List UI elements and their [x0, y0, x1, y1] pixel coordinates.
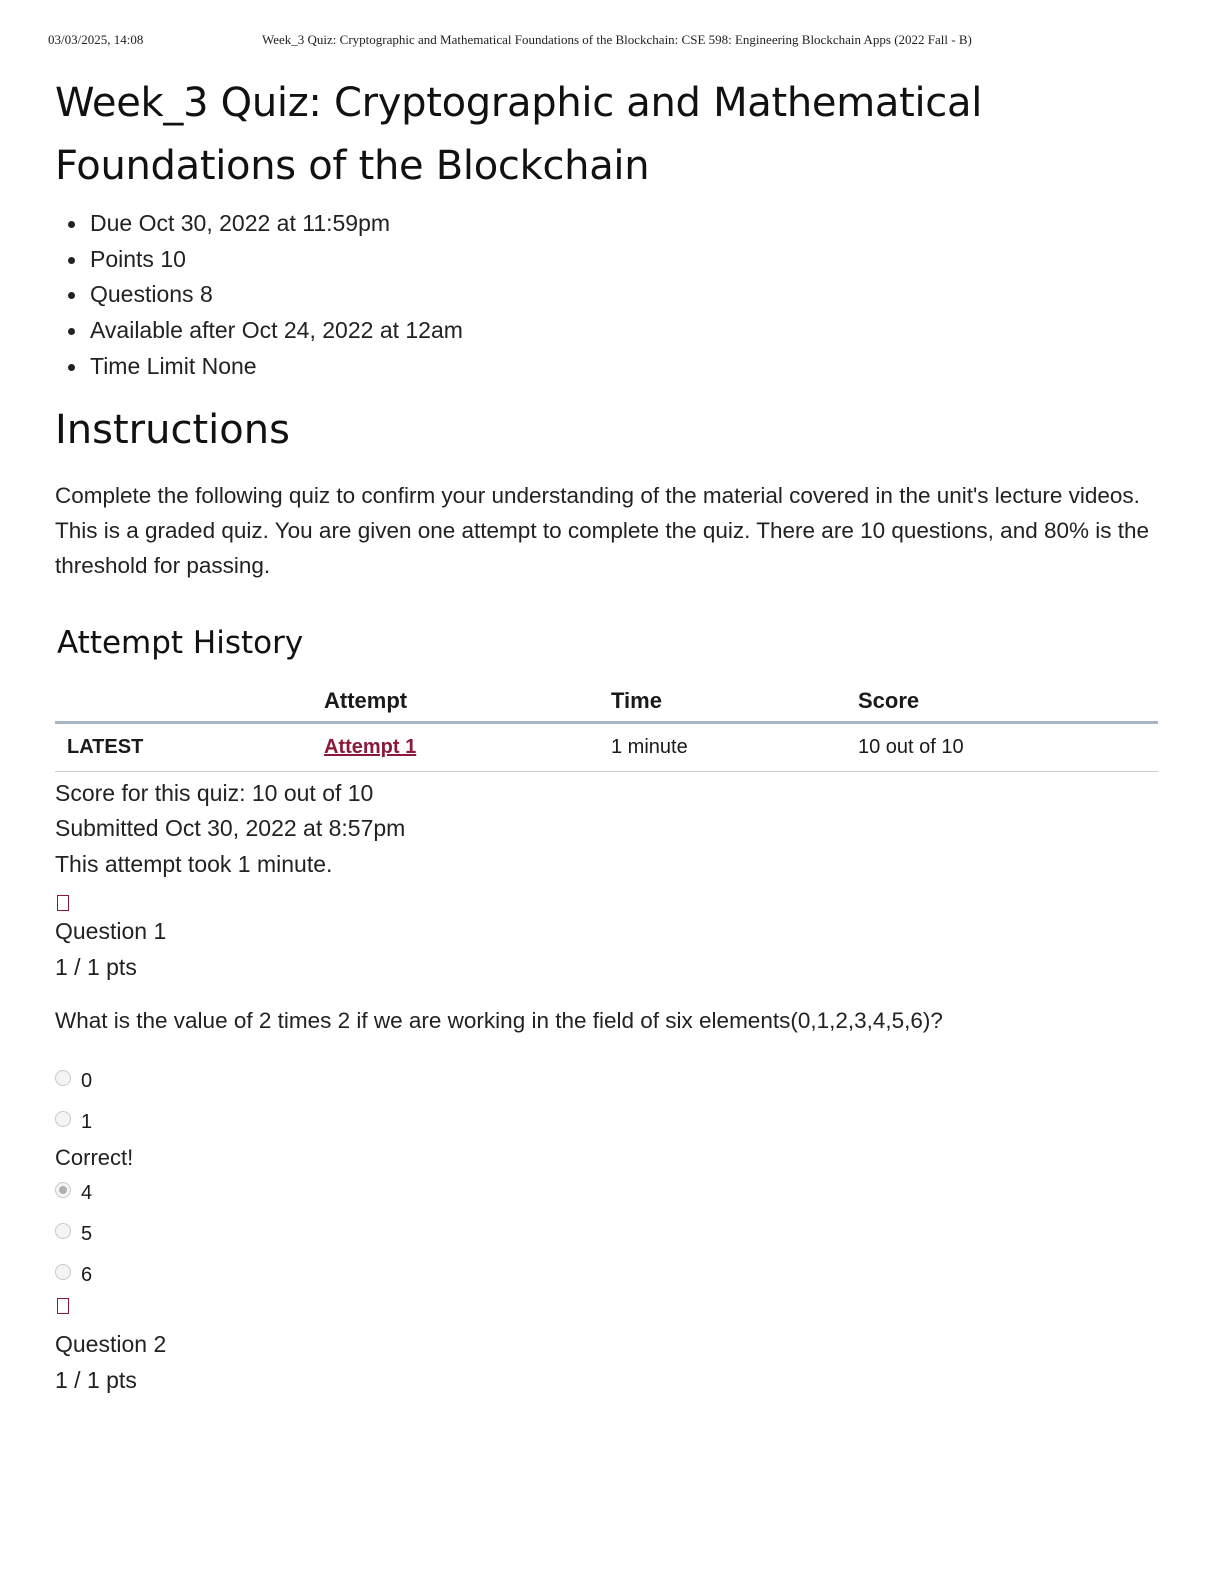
- quiz-title: [55, 72, 1160, 198]
- question-title: Question 2: [55, 1330, 167, 1357]
- print-timestamp: 03/03/2025, 14:08: [48, 32, 144, 47]
- question-points: 1 / 1 pts: [55, 953, 137, 980]
- question-points: 1 / 1 pts: [55, 1366, 137, 1393]
- quiz-title-line-2: Foundations of the Blockchain: [55, 143, 650, 189]
- answer-option[interactable]: [55, 1255, 1160, 1296]
- radio-button[interactable]: [55, 1111, 71, 1127]
- print-header: [48, 32, 1176, 50]
- question-title: Question 1: [55, 917, 167, 944]
- answer-label: 4: [81, 1181, 93, 1204]
- radio-button[interactable]: [55, 1070, 71, 1086]
- column-header-attempt: Attempt: [324, 681, 611, 723]
- quiz-details-list: [55, 206, 1160, 385]
- quiz-due-date: Due Oct 30, 2022 at 11:59pm: [55, 206, 1160, 242]
- main-content: [55, 72, 1160, 1398]
- answer-label: 6: [81, 1263, 93, 1286]
- attempt-duration: This attempt took 1 minute.: [55, 850, 333, 877]
- question-1: [55, 883, 1160, 1296]
- quiz-available-after: Available after Oct 24, 2022 at 12am: [55, 313, 1160, 349]
- table-header-row: [55, 681, 1158, 723]
- answer-option[interactable]: [55, 1061, 1160, 1102]
- quiz-title-line-1: Week_3 Quiz: Cryptographic and Mathematical: [55, 80, 983, 126]
- latest-label: LATEST: [55, 722, 324, 771]
- answer-label: 0: [81, 1069, 93, 1092]
- radio-button[interactable]: [55, 1264, 71, 1280]
- quiz-time-limit: Time Limit None: [55, 349, 1160, 385]
- answer-option-selected[interactable]: [55, 1173, 1160, 1214]
- attempt-score: 10 out of 10: [858, 722, 1158, 771]
- quiz-points: Points 10: [55, 242, 1160, 278]
- answer-list: [55, 1061, 1160, 1296]
- instructions-heading: Instructions: [55, 406, 290, 453]
- attempt-history-table: [55, 681, 1158, 772]
- flag-icon[interactable]: [57, 895, 69, 911]
- correct-answer-label: Correct!: [55, 1144, 134, 1170]
- column-header-time: Time: [611, 681, 858, 723]
- attempt-1-link[interactable]: Attempt 1: [324, 735, 417, 758]
- print-document-title: Week_3 Quiz: Cryptographic and Mathematical Foundations of the Blockchain: CSE 598: Engineering Blockchain Apps (2022 Fall - B): [262, 32, 972, 47]
- radio-button[interactable]: [55, 1223, 71, 1239]
- attempt-time: 1 minute: [611, 722, 858, 771]
- submitted-date: Submitted Oct 30, 2022 at 8:57pm: [55, 815, 406, 842]
- attempt-summary: [55, 776, 1160, 883]
- answer-option[interactable]: [55, 1102, 1160, 1143]
- column-header-label: [55, 681, 324, 723]
- flag-icon[interactable]: [57, 1298, 69, 1314]
- answer-option[interactable]: [55, 1214, 1160, 1255]
- quiz-score: Score for this quiz: 10 out of 10: [55, 779, 374, 806]
- question-text: What is the value of 2 times 2 if we are working in the field of six elements(0,1,2,3,4,5,6)?: [55, 1007, 943, 1033]
- column-header-score: Score: [858, 681, 1158, 723]
- radio-button-checked[interactable]: [55, 1182, 71, 1198]
- table-row: [55, 722, 1158, 771]
- quiz-question-count: Questions 8: [55, 277, 1160, 313]
- answer-label: 5: [81, 1222, 93, 1245]
- question-2: [55, 1296, 1160, 1398]
- answer-label: 1: [81, 1110, 93, 1133]
- instructions-text: Complete the following quiz to confirm your understanding of the material covered in the unit's lecture videos. This is a graded quiz. You are given one attempt to complete the quiz. There are 10 questions, and 80% is the threshold for passing.: [55, 482, 1150, 578]
- attempt-history-heading: Attempt History: [57, 624, 304, 661]
